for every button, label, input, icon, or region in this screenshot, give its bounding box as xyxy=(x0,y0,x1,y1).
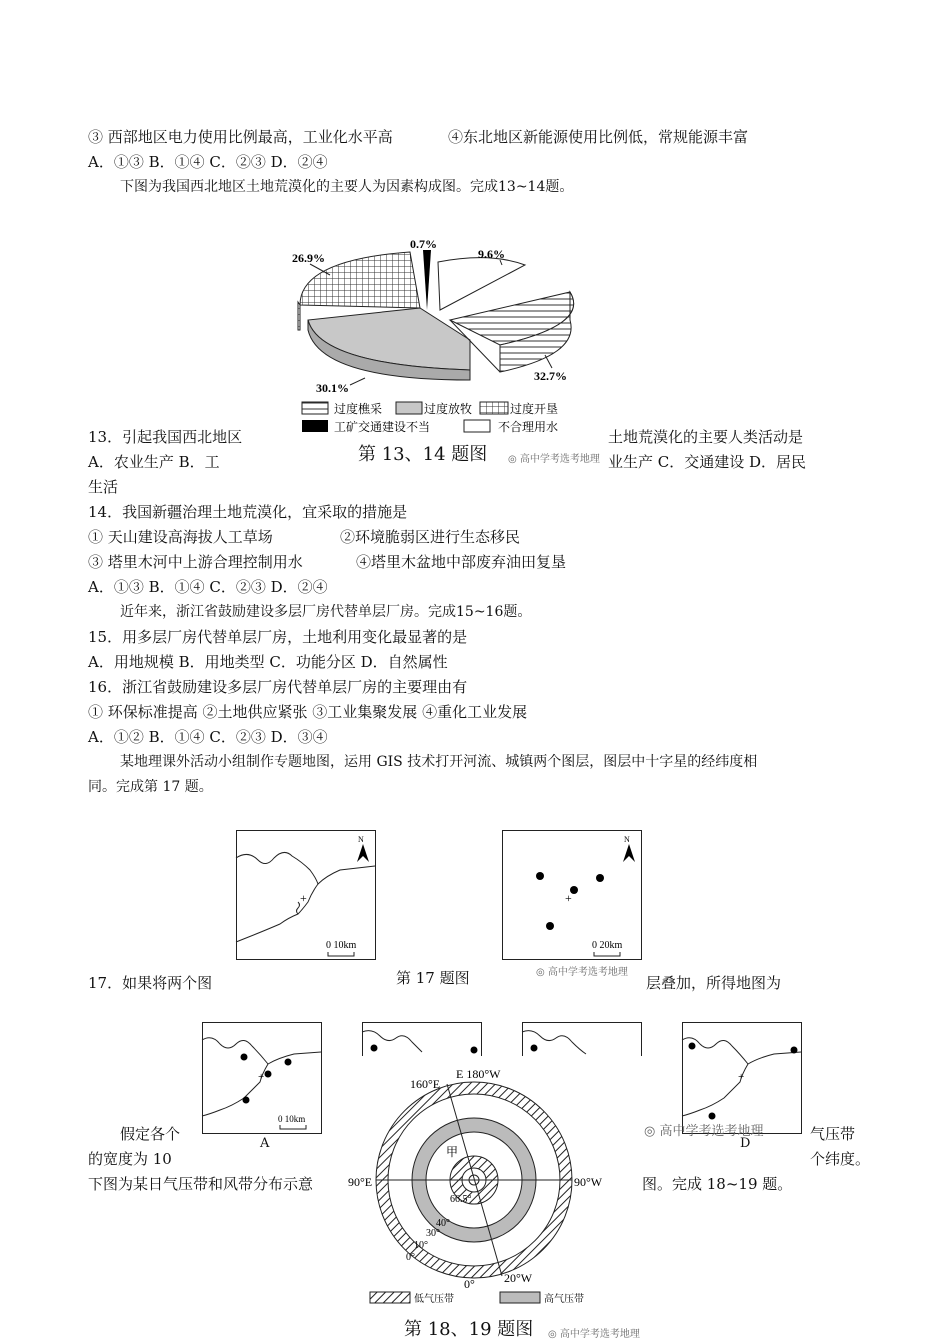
pie-slice-overgrazing xyxy=(308,308,470,370)
watermark: ◎ 高中学考选考地理 xyxy=(508,454,600,465)
option-a-label: A xyxy=(260,1136,270,1151)
town-dot xyxy=(546,922,554,930)
lon-label: 0° xyxy=(464,1277,475,1291)
text-line: ③ 塔里木河中上游合理控制用水 xyxy=(88,553,303,571)
point-jia-label: 甲 xyxy=(446,1145,459,1159)
pie-label: 30.1% xyxy=(316,381,349,395)
option-d-label: D xyxy=(740,1136,751,1151)
pie-label: 9.6% xyxy=(478,247,505,261)
text-line: 图。完成 18~19 题。 xyxy=(642,1175,793,1193)
question-16: 16．浙江省鼓励建设多层厂房代替单层厂房的主要理由有 xyxy=(88,678,468,696)
legend-label: 工矿交通建设不当 xyxy=(334,420,431,434)
town-dot xyxy=(536,872,544,880)
text-line: 的宽度为 10 xyxy=(88,1150,172,1168)
scale-label: 0 10km xyxy=(278,1114,306,1124)
text-line: 个纬度。 xyxy=(810,1150,871,1168)
north-label: N xyxy=(358,835,364,844)
town-layer-map xyxy=(502,830,642,960)
lat-label: 66.5° xyxy=(450,1194,472,1205)
option-d-map[interactable] xyxy=(682,1022,802,1134)
question-14: 14．我国新疆治理土地荒漠化，宜采取的措施是 xyxy=(88,503,408,521)
figure-caption: 第 17 题图 xyxy=(396,969,470,987)
svg-text:+: + xyxy=(738,1071,745,1083)
text-line: 近年来，浙江省鼓励建设多层厂房代替单层厂房。完成15~16题。 xyxy=(120,604,532,620)
text-line: 层叠加，所得地图为 xyxy=(646,974,782,992)
wechat-icon: ◎ xyxy=(508,454,517,465)
wechat-icon: ◎ xyxy=(644,1124,656,1139)
lat-label: 40° xyxy=(436,1218,450,1229)
cross-star: + xyxy=(565,891,572,905)
scale-label: 0 20km xyxy=(592,940,623,951)
pie-label: 26.9% xyxy=(292,251,325,265)
watermark: ◎ 高中学考选考地理 xyxy=(536,967,628,978)
text-line: ① 环保标准提高 ②土地供应紧张 ③工业集聚发展 ④重化工业发展 xyxy=(88,703,528,721)
scale-label: 0 10km xyxy=(326,940,357,951)
lat-label: 10° xyxy=(414,1240,428,1251)
option-c-map[interactable] xyxy=(522,1022,642,1058)
question-15: 15．用多层厂房代替单层厂房，土地利用变化最显著的是 xyxy=(88,628,468,646)
answer-options: 业生产 C．交通建设 D．居民 xyxy=(608,453,807,471)
pie-legend xyxy=(300,400,580,436)
lat-label: 0° xyxy=(406,1252,415,1263)
text-line: ④塔里木盆地中部废弃油田复垦 xyxy=(356,553,567,571)
legend-label: 过度开垦 xyxy=(510,402,559,416)
pie-label: 32.7% xyxy=(534,369,567,383)
legend-label: 不合理用水 xyxy=(498,420,559,434)
text-line: 下图为某日气压带和风带分布示意 xyxy=(88,1175,314,1193)
watermark: ◎ 高中学考选考地理 xyxy=(548,1329,640,1340)
question-13: 13．引起我国西北地区 xyxy=(88,428,243,446)
river-layer-map xyxy=(236,830,376,960)
north-label: N xyxy=(624,835,630,844)
legend-label: 低气压带 xyxy=(414,1294,454,1305)
text-line: 同。完成第 17 题。 xyxy=(88,779,213,795)
pie-slice-overcultivation-side xyxy=(298,302,300,330)
lon-label: 90°E xyxy=(348,1175,373,1189)
answer-options: A．农业生产 B．工 xyxy=(88,453,220,471)
text-line: 生活 xyxy=(88,478,119,496)
figure-caption: 第 13、14 题图 xyxy=(358,444,488,465)
answer-options: A．①③ B．①④ C．②③ D．②④ xyxy=(88,153,328,171)
pie-slice-water xyxy=(438,258,525,310)
lon-label: E 180°W xyxy=(456,1067,501,1081)
cross-star: + xyxy=(300,891,307,905)
legend-label: 过度放牧 xyxy=(424,402,473,416)
svg-text:+: + xyxy=(258,1071,265,1083)
lon-label: 160°E xyxy=(410,1077,441,1091)
text-line: ④东北地区新能源使用比例低，常规能源丰富 xyxy=(448,128,749,146)
text-line: 气压带 xyxy=(810,1125,856,1143)
text-line: ②环境脆弱区进行生态移民 xyxy=(340,528,521,546)
option-a-map[interactable] xyxy=(202,1022,322,1134)
option-b-map[interactable] xyxy=(362,1022,482,1058)
legend-label: 高气压带 xyxy=(544,1294,584,1305)
town-dot xyxy=(596,874,604,882)
text-line: 下图为我国西北地区土地荒漠化的主要人为因素构成图。完成13~14题。 xyxy=(120,179,574,195)
lon-label: 90°W xyxy=(574,1175,603,1189)
figure-caption: 第 18、19 题图 xyxy=(404,1319,534,1340)
text-line: 土地荒漠化的主要人类活动是 xyxy=(608,428,804,446)
legend-label: 过度樵采 xyxy=(334,402,383,416)
text-line: ③ 西部地区电力使用比例最高，工业化水平高 xyxy=(88,128,393,146)
text-line: ① 天山建设高海拔人工草场 xyxy=(88,528,273,546)
text-line: 某地理课外活动小组制作专题地图，运用 GIS 技术打开河流、城镇两个图层，图层中十字星的经纬度相 xyxy=(120,754,758,770)
globe-legend xyxy=(370,1290,600,1306)
answer-options: A．①② B．①④ C．②③ D．③④ xyxy=(88,728,328,746)
text-line: 假定各个 xyxy=(120,1125,181,1143)
wechat-icon: ◎ xyxy=(536,967,545,978)
watermark: ◎ 高中学考选考地理 xyxy=(644,1124,764,1139)
lat-label: 30° xyxy=(426,1228,440,1239)
pie-label: 0.7% xyxy=(410,237,437,251)
wechat-icon: ◎ xyxy=(548,1329,557,1340)
lon-label: 20°W xyxy=(504,1271,533,1285)
pie-slice-mining xyxy=(423,250,431,310)
pressure-belt-diagram xyxy=(348,1064,603,1294)
answer-options: A．用地规模 B．用地类型 C．功能分区 D．自然属性 xyxy=(88,653,448,671)
answer-options: A．①③ B．①④ C．②③ D．②④ xyxy=(88,578,328,596)
question-17: 17．如果将两个图 xyxy=(88,974,213,992)
